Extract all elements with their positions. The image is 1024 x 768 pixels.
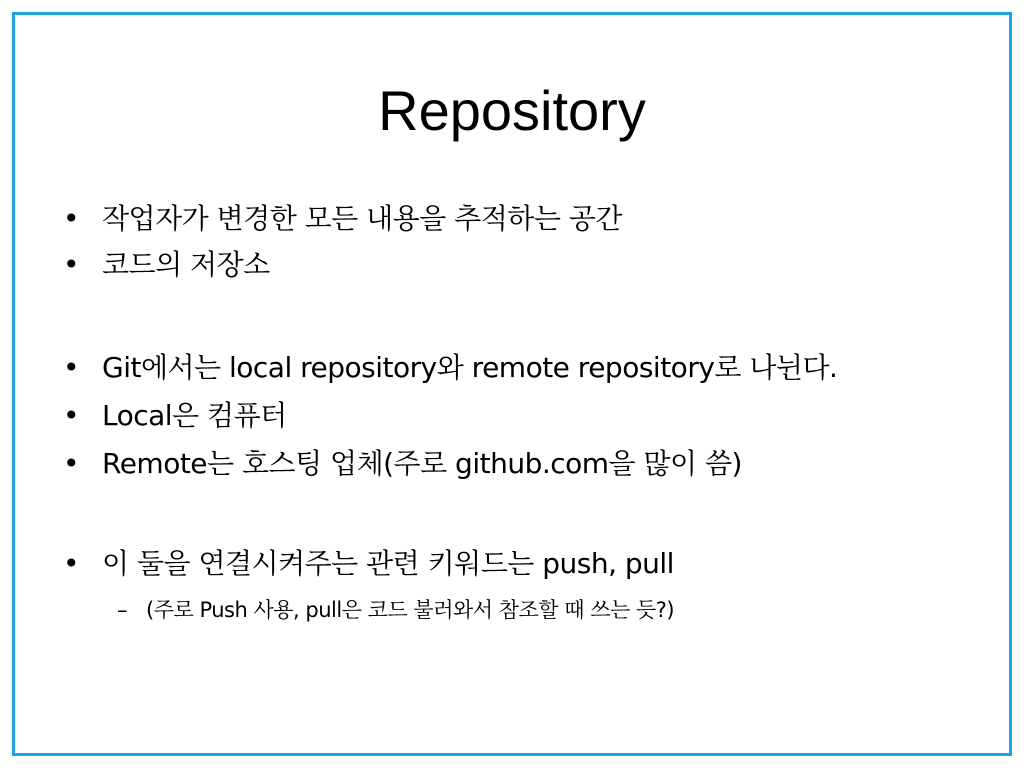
- bullet-text: 코드의 저장소: [102, 248, 270, 281]
- slide-body: [15, 15, 1009, 753]
- bullet-item: [15, 199, 1009, 239]
- bullet-marker: •: [63, 547, 80, 580]
- sub-bullet-text: (주로 Push 사용, pull은 코드 불러와서 참조할 때 쓰는 듯?): [146, 598, 675, 622]
- bullet-text: 작업자가 변경한 모든 내용을 추적하는 공간: [102, 202, 622, 235]
- bullet-text: 이 둘을 연결시켜주는 관련 키워드는 push, pull: [102, 547, 674, 580]
- sub-bullet-item: [15, 594, 1009, 626]
- bullet-marker: •: [63, 351, 80, 384]
- bullet-marker: •: [63, 447, 80, 480]
- slide-title: Repository: [378, 79, 646, 142]
- bullet-marker: •: [63, 399, 80, 432]
- bullet-item: [15, 444, 1009, 484]
- bullet-text: Remote는 호스팅 업체(주로 github.com을 많이 씀): [102, 447, 742, 480]
- bullet-item: [15, 396, 1009, 436]
- bullet-item: [15, 245, 1009, 285]
- bullet-item: [15, 348, 1009, 388]
- slide: [12, 12, 1012, 756]
- bullet-marker: •: [63, 202, 80, 235]
- bullet-text: Git에서는 local repository와 remote repository로 나뉜다.: [102, 351, 838, 384]
- bullet-item: [15, 544, 1009, 584]
- sub-bullet-marker: –: [117, 598, 128, 622]
- bullet-marker: •: [63, 248, 80, 281]
- bullet-text: Local은 컴퓨터: [102, 399, 287, 432]
